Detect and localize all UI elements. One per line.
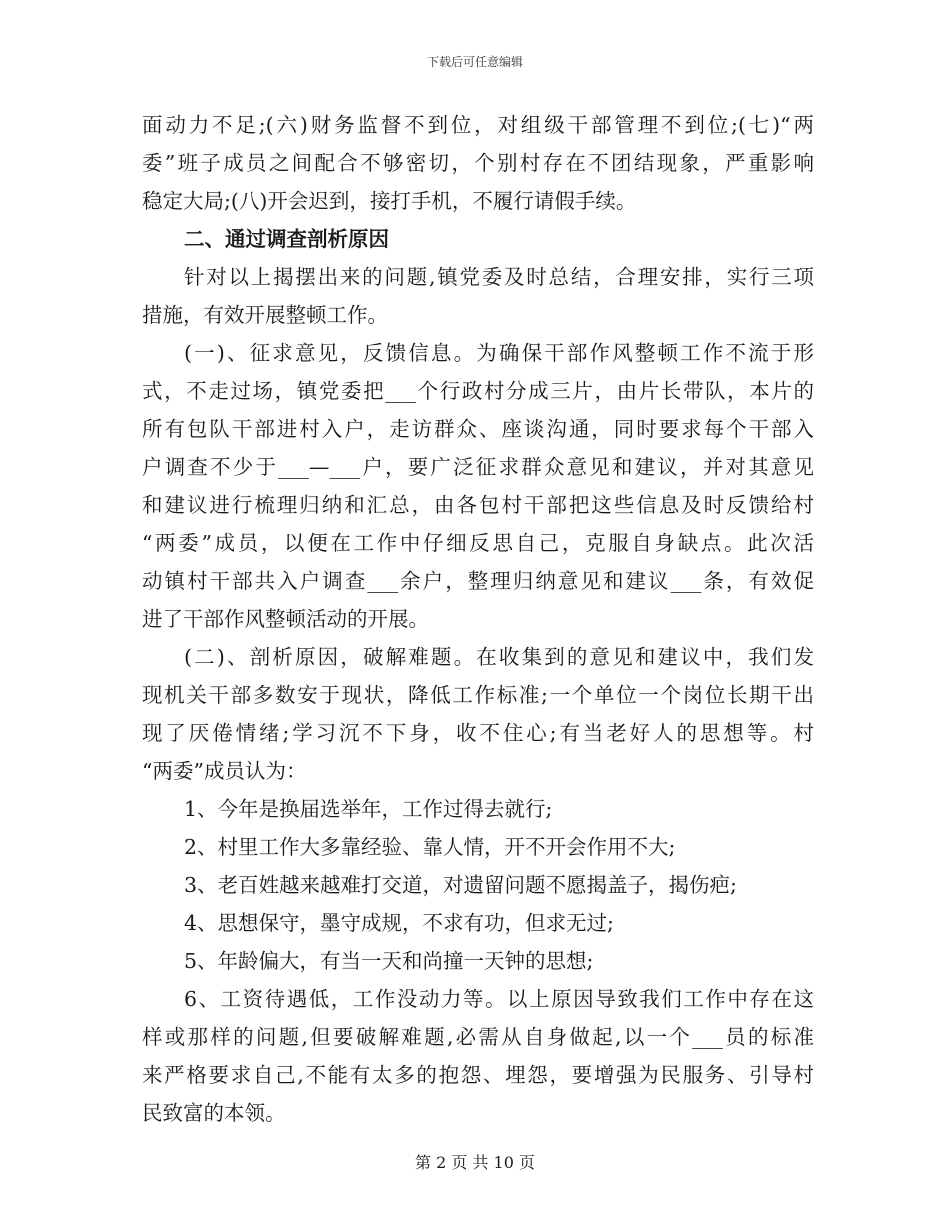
- text-line: 动镇村干部共入户调查___余户，整理归纳意见和建议___条，有效促: [142, 569, 814, 593]
- text-line: 现机关干部多数安于现状，降低工作标准;一个单位一个岗位长期干出: [142, 683, 814, 707]
- text-line: 户调查不少于___—___户，要广泛征求群众意见和建议，并对其意见: [142, 455, 814, 479]
- text-line: 6、工资待遇低，工作没动力等。以上原因导致我们工作中存在这: [184, 987, 814, 1011]
- text-line: 针对以上揭摆出来的问题,镇党委及时总结，合理安排，实行三项: [184, 265, 814, 289]
- text-line: 面动力不足;(六)财务监督不到位，对组级干部管理不到位;(七)“两: [142, 113, 814, 137]
- text-line: (一)、征求意见，反馈信息。为确保干部作风整顿工作不流于形: [184, 341, 814, 365]
- text-line: “两委”成员认为：: [142, 759, 307, 783]
- text-line: 5、年龄偏大，有当一天和尚撞一天钟的思想;: [184, 949, 594, 973]
- text-line: 稳定大局;(八)开会迟到，接打手机，不履行请假手续。: [142, 189, 637, 213]
- section-heading: 二、通过调查剖析原因: [184, 227, 389, 251]
- text-line: 样或那样的问题,但要破解难题,必需从自身做起,以一个___员的标准: [142, 1025, 814, 1049]
- text-line: 所有包队干部进村入户，走访群众、座谈沟通，同时要求每个干部入: [142, 417, 814, 441]
- text-line: 进了干部作风整顿活动的开展。: [142, 607, 429, 631]
- text-line: 委”班子成员之间配合不够密切，个别村存在不团结现象，严重影响: [142, 151, 814, 175]
- text-line: 式，不走过场，镇党委把___个行政村分成三片，由片长带队，本片的: [142, 379, 814, 403]
- text-line: 2、村里工作大多靠经验、靠人情，开不开会作用不大;: [184, 835, 676, 859]
- text-line: 1、今年是换届选举年，工作过得去就行;: [184, 797, 553, 821]
- text-line: 民致富的本领。: [142, 1101, 286, 1125]
- document-body: [142, 106, 814, 1132]
- text-line: 措施，有效开展整顿工作。: [142, 303, 388, 327]
- text-line: “两委”成员，以便在工作中仔细反思自己，克服自身缺点。此次活: [142, 531, 814, 555]
- text-line: 现了厌倦情绪;学习沉不下身，收不住心;有当老好人的思想等。村: [142, 721, 814, 745]
- text-line: 来严格要求自己,不能有太多的抱怨、埋怨，要增强为民服务、引导村: [142, 1063, 814, 1087]
- text-line: (二)、剖析原因，破解难题。在收集到的意见和建议中，我们发: [184, 645, 814, 669]
- page-header: 下载后可任意编辑: [426, 55, 523, 69]
- text-line: 3、老百姓越来越难打交道，对遗留问题不愿揭盖子，揭伤疤;: [184, 873, 737, 897]
- text-line: 4、思想保守，墨守成规，不求有功，但求无过;: [184, 911, 614, 935]
- page-footer: 第 2 页 共 10 页: [415, 1153, 535, 1172]
- text-line: 和建议进行梳理归纳和汇总，由各包村干部把这些信息及时反馈给村: [142, 493, 814, 517]
